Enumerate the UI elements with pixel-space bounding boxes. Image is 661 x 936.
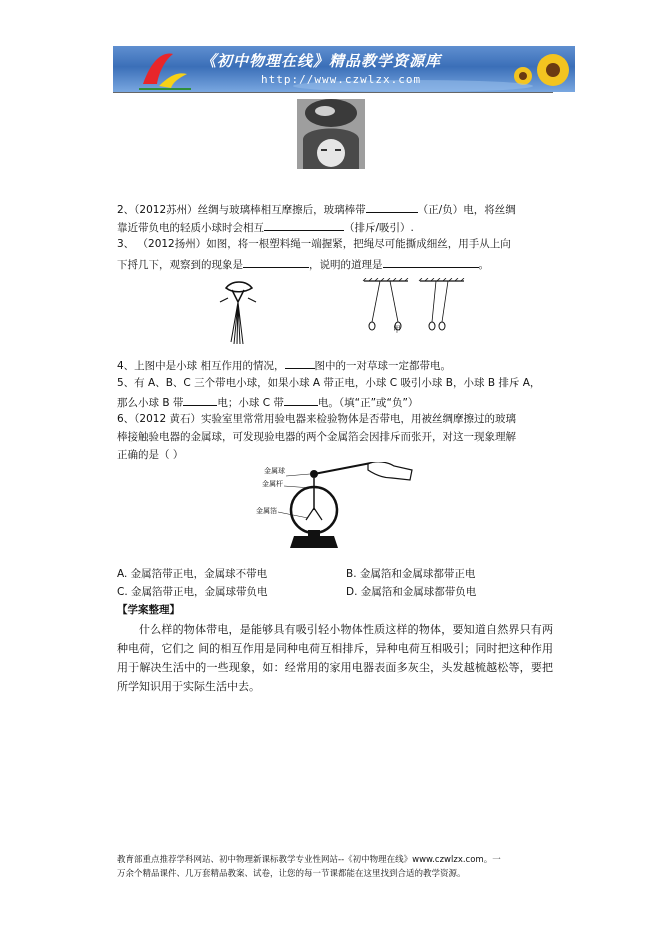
figure-label-jia: 甲	[393, 325, 401, 334]
question-5-text-a: 那么小球 B 带	[117, 397, 184, 409]
question-5-text-b: 电；小球 C 带	[217, 397, 284, 409]
question-5-line-2	[117, 394, 418, 410]
label-metal-foil: 金属箔	[256, 507, 277, 515]
question-2-text-a: 2、（2012苏州）丝绸与玻璃棒相互摩擦后，玻璃棒带	[117, 204, 366, 216]
answer-blank[interactable]	[183, 394, 217, 406]
plastic-string-figure	[212, 276, 272, 348]
question-2-line-1	[117, 201, 516, 217]
question-4-text-a: 4、上图中是小球 相互作用的情况，	[117, 360, 285, 372]
question-2-text-d: （排斥/吸引）.	[344, 222, 414, 234]
photo-illustration	[297, 99, 365, 169]
static-electricity-photo	[297, 99, 365, 169]
question-3-text-b: ，说明的道理是	[309, 259, 383, 271]
label-metal-rod: 金属杆	[262, 480, 283, 488]
question-3-text-c: 。	[478, 259, 489, 271]
question-2-text-c: 靠近带负电的轻质小球时会相互	[117, 222, 264, 234]
question-5-text-c: 电。（填“正”或“负”）	[317, 397, 419, 409]
answer-blank[interactable]	[264, 219, 344, 231]
hand-icon	[368, 462, 412, 480]
answer-blank[interactable]	[243, 256, 309, 268]
question-4-text-b: 图中的一对草球一定都带电。	[314, 360, 452, 372]
question-3-line-2	[117, 256, 489, 272]
answer-blank[interactable]	[285, 357, 315, 369]
answer-blank[interactable]	[284, 394, 318, 406]
banner-title: 《初中物理在线》精品教学资源库	[201, 52, 442, 70]
option-c[interactable]: C. 金属箔带正电，金属球带负电	[117, 586, 268, 598]
hanging-balls-figure	[360, 278, 470, 336]
answer-blank[interactable]	[366, 201, 418, 213]
option-a[interactable]: A. 金属箔带正电，金属球不带电	[117, 568, 268, 580]
question-3-line-1: 3、 （2012扬州）如图，将一根塑料绳一端握紧，把绳尽可能撕成细丝，用手从上向	[117, 238, 511, 250]
banner-url: http://www.czwlzx.com	[261, 73, 422, 86]
label-metal-ball: 金属球	[264, 467, 285, 475]
question-3-text-a: 下捋几下，观察到的现象是	[117, 259, 243, 271]
summary-heading: 【学案整理】	[117, 604, 180, 616]
question-2-line-2	[117, 219, 414, 235]
footer-line-2: 万余个精品课件、几万套精品教案、试卷，让您的每一节课都能在这里找到合适的教学资源。	[117, 869, 466, 879]
header-banner	[113, 46, 575, 92]
header-divider	[113, 92, 553, 93]
question-6-line-2: 棒接触验电器的金属球，可发现验电器的两个金属箔会因排斥而张开，对这一现象理解	[117, 431, 516, 443]
option-b[interactable]: B. 金属箔和金属球都带正电	[346, 568, 476, 580]
electroscope-figure	[264, 462, 414, 554]
question-4-line-1	[117, 357, 451, 373]
footer-line-1: 教育部重点推荐学科网站、初中物理新课标教学专业性网站--《初中物理在线》www.czwlzx.com。一	[117, 855, 501, 865]
summary-paragraph: 什么样的物体带电，是能够具有吸引轻小物体性质这样的物体，要知道自然界只有两种电荷，它们之 间的相互作用是同种电荷互相排斥，异种电荷互相吸引；同时把这种作用用于解决生活中的一些现象，如：经常用的家用电器表面多灰尘，头发越梳越松等，要把所学知识用于实际生活中去。	[117, 623, 553, 693]
question-6-line-1: 6、（2012 黄石）实验室里常常用验电器来检验物体是否带电，用被丝绸摩擦过的玻璃	[117, 413, 516, 425]
question-6-line-3: 正确的是（ ）	[117, 449, 184, 461]
answer-blank[interactable]	[383, 256, 479, 268]
option-d[interactable]: D. 金属箔和金属球都带负电	[346, 586, 477, 598]
question-5-line-1: 5、有 A、B、C 三个带电小球，如果小球 A 带正电，小球 C 吸引小球 B，小球 B 排斥 A，	[117, 377, 541, 389]
question-2-text-b: （正/负）电，将丝绸	[417, 204, 516, 216]
